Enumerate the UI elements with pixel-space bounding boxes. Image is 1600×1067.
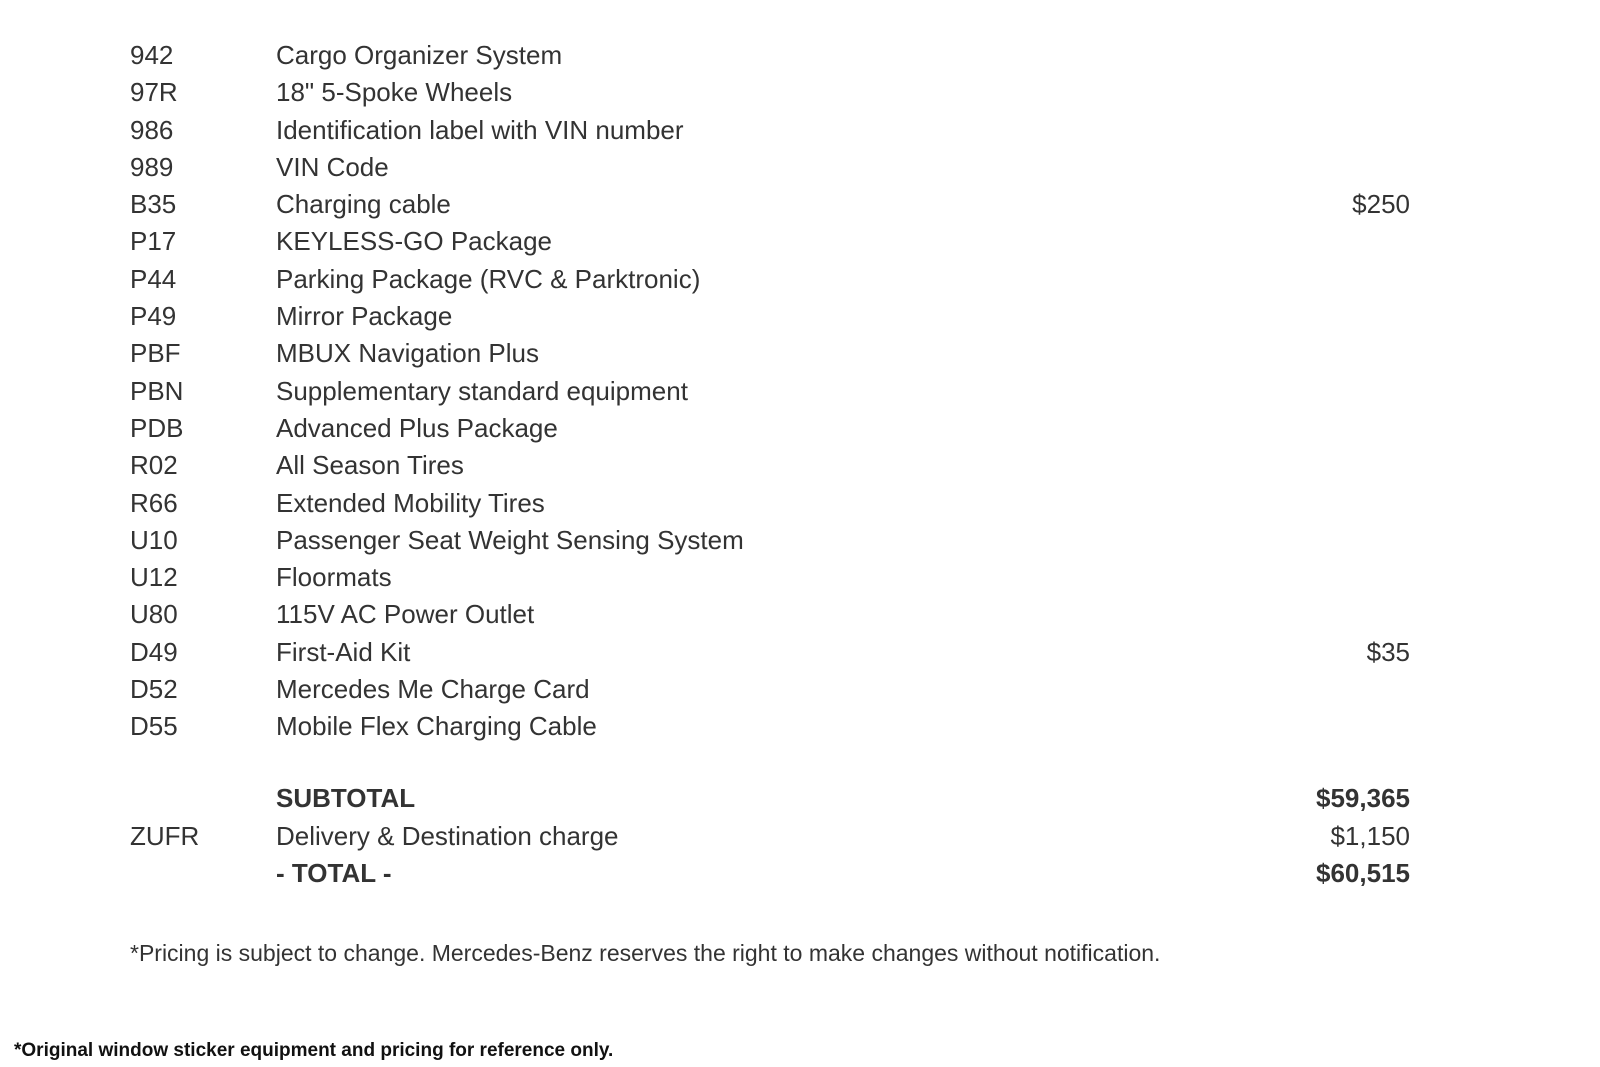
option-description: 18" 5-Spoke Wheels — [276, 77, 513, 108]
option-description: Mirror Package — [276, 301, 453, 332]
equipment-row — [130, 298, 1410, 335]
option-description: Cargo Organizer System — [276, 40, 563, 70]
equipment-row — [130, 223, 1410, 260]
option-description: All Season Tires — [276, 450, 464, 481]
equipment-row — [130, 261, 1410, 298]
option-code: D49 — [130, 636, 178, 667]
delivery-label: Delivery & Destination charge — [276, 820, 619, 851]
equipment-row — [130, 485, 1410, 522]
option-code: D55 — [130, 711, 178, 742]
option-code: R66 — [130, 487, 178, 518]
subtotal-label: SUBTOTAL — [276, 783, 416, 813]
equipment-row — [130, 112, 1410, 149]
total-value: $60,515 — [1316, 858, 1410, 888]
option-code: PBN — [130, 375, 184, 406]
option-code: U12 — [130, 562, 178, 593]
reference-footnote: *Original window sticker equipment and pricing for reference only. — [14, 1040, 614, 1061]
option-code: PDB — [130, 412, 184, 443]
total-row — [130, 855, 1410, 893]
option-description: Identification label with VIN number — [276, 114, 684, 145]
equipment-row — [130, 410, 1410, 447]
option-description: First-Aid Kit — [276, 636, 411, 667]
equipment-row — [130, 596, 1410, 633]
option-description: VIN Code — [276, 151, 389, 182]
delivery-code: ZUFR — [130, 820, 200, 851]
pricing-disclaimer: *Pricing is subject to change. Mercedes-Benz reserves the right to make changes without notification. — [130, 940, 1161, 966]
option-description: 115V AC Power Outlet — [276, 599, 535, 630]
equipment-row — [130, 634, 1410, 671]
option-code: 989 — [130, 151, 174, 182]
option-price: $35 — [1366, 636, 1410, 667]
option-description: Parking Package (RVC & Parktronic) — [276, 263, 701, 294]
option-description: MBUX Navigation Plus — [276, 338, 539, 369]
option-code: R02 — [130, 450, 178, 481]
equipment-row — [130, 335, 1410, 372]
option-description: Charging cable — [276, 189, 451, 220]
option-code: U80 — [130, 599, 178, 630]
option-description: Mobile Flex Charging Cable — [276, 711, 597, 742]
price-summary — [130, 780, 1410, 893]
option-description: Supplementary standard equipment — [276, 375, 688, 406]
equipment-row — [130, 708, 1410, 745]
equipment-row — [130, 37, 1410, 74]
subtotal-value: $59,365 — [1316, 783, 1410, 813]
option-code: PBF — [130, 338, 181, 369]
option-description: Floormats — [276, 562, 392, 593]
option-description: Advanced Plus Package — [276, 412, 558, 443]
equipment-row — [130, 447, 1410, 484]
total-label: - TOTAL - — [276, 858, 392, 888]
subtotal-row — [130, 780, 1410, 818]
delivery-value: $1,150 — [1330, 820, 1410, 851]
equipment-row — [130, 186, 1410, 223]
option-code: 942 — [130, 40, 174, 70]
option-description: Passenger Seat Weight Sensing System — [276, 524, 744, 555]
equipment-row — [130, 559, 1410, 596]
equipment-row — [130, 373, 1410, 410]
equipment-row — [130, 74, 1410, 111]
option-code: U10 — [130, 524, 178, 555]
option-price: $250 — [1352, 189, 1410, 220]
option-description: Extended Mobility Tires — [276, 487, 545, 518]
option-code: P44 — [130, 263, 177, 294]
option-code: 97R — [130, 77, 178, 108]
option-code: 986 — [130, 114, 174, 145]
equipment-row — [130, 671, 1410, 708]
delivery-row — [130, 818, 1410, 856]
option-code: B35 — [130, 189, 177, 220]
option-description: Mercedes Me Charge Card — [276, 674, 590, 705]
option-code: D52 — [130, 674, 178, 705]
equipment-row — [130, 522, 1410, 559]
option-code: P49 — [130, 301, 177, 332]
option-description: KEYLESS-GO Package — [276, 226, 553, 257]
equipment-row — [130, 149, 1410, 186]
equipment-list — [130, 37, 1410, 746]
option-code: P17 — [130, 226, 177, 257]
